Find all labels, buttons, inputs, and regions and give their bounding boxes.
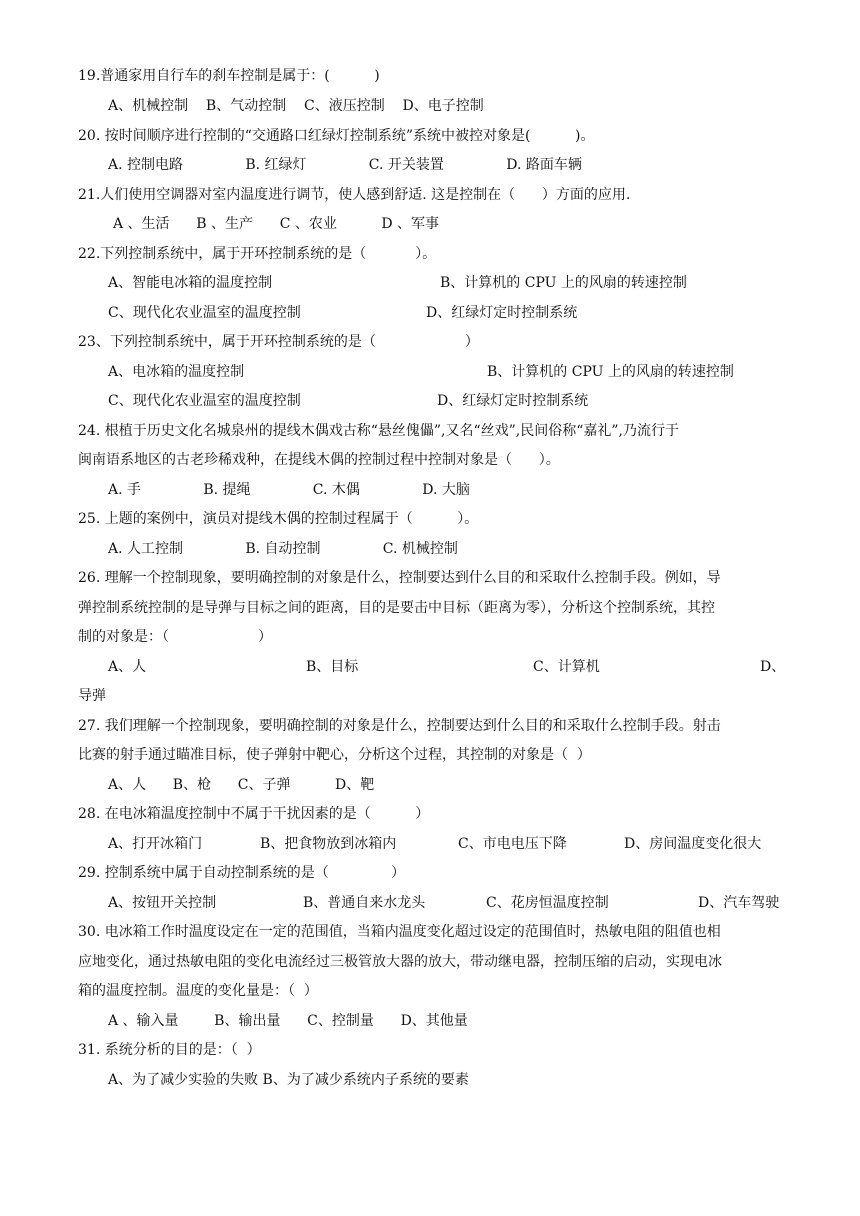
question-22-option-a: A、智能电冰箱的温度控制	[108, 275, 273, 291]
question-28-stem: 28. 在电冰箱温度控制中不属于干扰因素的是（ ）	[78, 806, 430, 822]
question-23-option-a: A、电冰箱的温度控制	[108, 364, 245, 380]
question-26-stem-line-1: 26. 理解一个控制现象，要明确控制的对象是什么，控制要达到什么目的和采取什么控制手段。例如，导	[78, 570, 721, 586]
question-29-option-d: D、汽车驾驶	[698, 895, 780, 911]
question-26-option-b: B、目标	[306, 659, 359, 675]
question-21-stem: 21.人们使用空调器对室内温度进行调节，使人感到舒适. 这是控制在（ ）方面的应用.	[78, 187, 631, 203]
question-24-stem-line-1: 24. 根植于历史文化名城泉州的提线木偶戏古称“悬丝傀儡”,又名“丝戏”,民间俗称“嘉礼”,乃流行于	[78, 423, 680, 439]
question-27-stem-line-1: 27. 我们理解一个控制现象，要明确控制的对象是什么，控制要达到什么目的和采取什么控制手段。射击	[78, 718, 721, 734]
question-29-option-a: A、按钮开关控制	[108, 895, 217, 911]
question-23-option-b: B、计算机的 CPU 上的风扇的转速控制	[487, 364, 734, 380]
question-24-stem-line-2: 闽南语系地区的古老珍稀戏种，在提线木偶的控制过程中控制对象是（ ）。	[78, 452, 560, 468]
question-20-options: A. 控制电路 B. 红绿灯 C. 开关装置 D. 路面车辆	[108, 157, 582, 173]
question-23-option-c: C、现代化农业温室的温度控制	[108, 393, 301, 409]
question-24-options: A. 手 B. 提绳 C. 木偶 D. 大脑	[108, 482, 470, 498]
question-30-stem-line-2: 应地变化，通过热敏电阻的变化电流经过三极管放大器的放大，带动继电器，控制压缩的启动，实现电冰	[78, 954, 722, 970]
question-26-option-d-wrap: 导弹	[78, 688, 106, 704]
question-29-option-b: B、普通自来水龙头	[303, 895, 426, 911]
question-22-option-b: B、计算机的 CPU 上的风扇的转速控制	[440, 275, 687, 291]
question-22-option-d: D、红绿灯定时控制系统	[426, 305, 578, 321]
question-20-stem: 20. 按时间顺序进行控制的“交通路口红绿灯控制系统”系统中被控对象是( )。	[78, 128, 595, 144]
question-31-options: A、为了减少实验的失败 B、为了减少系统内子系统的要素	[108, 1072, 469, 1088]
question-21-options: A 、生活 B 、生产 C 、农业 D 、军事	[113, 216, 440, 232]
question-23-stem: 23、下列控制系统中，属于开环控制系统的是（ ）	[78, 334, 479, 350]
question-30-options: A 、输入量 B、输出量 C、控制量 D、其他量	[108, 1013, 468, 1029]
question-31-stem: 31. 系统分析的目的是：（ ）	[78, 1042, 261, 1058]
question-25-options: A. 人工控制 B. 自动控制 C. 机械控制	[108, 541, 458, 557]
question-25-stem: 25. 上题的案例中，演员对提线木偶的控制过程属于（ ）。	[78, 511, 479, 527]
question-30-stem-line-3: 箱的温度控制。温度的变化量是：（ ）	[78, 983, 318, 999]
question-26-option-d: D、	[760, 659, 786, 675]
question-28-option-b: B、把食物放到冰箱内	[260, 836, 397, 852]
question-19-stem: 19.普通家用自行车的刹车控制是属于：( )	[78, 68, 380, 84]
question-27-options: A、人 B、枪 C、子弹 D、靶	[108, 777, 375, 793]
question-23-option-d: D、红绿灯定时控制系统	[437, 393, 589, 409]
question-26-option-a: A、人	[108, 659, 147, 675]
question-30-stem-line-1: 30. 电冰箱工作时温度设定在一定的范围值，当箱内温度变化超过设定的范围值时，热敏电阻的阻值也相	[78, 924, 721, 940]
question-28-option-d: D、房间温度变化很大	[624, 836, 762, 852]
question-28-option-a: A、打开冰箱门	[108, 836, 203, 852]
question-26-stem-line-3: 制的对象是：（ ）	[78, 629, 273, 645]
question-19-options: A、机械控制 B、气动控制 C、液压控制 D、电子控制	[108, 98, 484, 114]
question-27-stem-line-2: 比赛的射手通过瞄准目标，使子弹射中靶心，分析这个过程，其控制的对象是（ ）	[78, 747, 591, 763]
question-29-stem: 29. 控制系统中属于自动控制系统的是（ ）	[78, 865, 406, 881]
question-26-option-c: C、计算机	[533, 659, 600, 675]
question-22-option-c: C、现代化农业温室的温度控制	[108, 305, 301, 321]
question-26-stem-line-2: 弹控制系统控制的是导弹与目标之间的距离，目的是要击中目标（距离为零），分析这个控制系统，其控	[78, 600, 715, 616]
question-28-option-c: C、市电电压下降	[458, 836, 567, 852]
question-22-stem: 22.下列控制系统中，属于开环控制系统的是（ ）。	[78, 246, 437, 262]
question-29-option-c: C、花房恒温度控制	[486, 895, 609, 911]
